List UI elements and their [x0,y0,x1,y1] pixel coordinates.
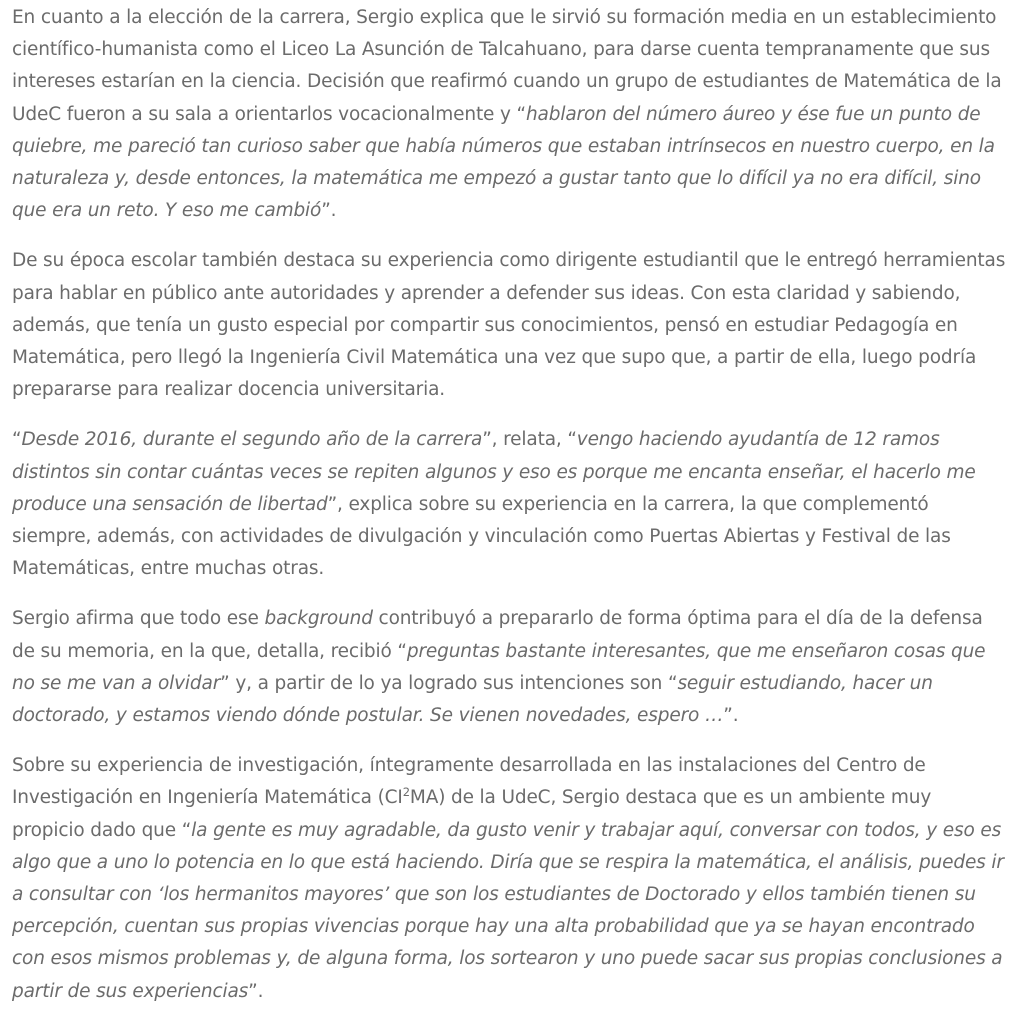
paragraph-research-experience: Sobre su experiencia de investigación, íntegramente desarrollada en las instalaciones del Centro de Investigación en Ingeniería Matemática $(CI^2MA)$ de la UdeC, Sergio destaca que es un ambiente muy propicio dado que “la gente es muy agradable, da gusto venir y trabajar aquí, conversar con todos, y eso es algo que a uno lo potencia en lo que está haciendo. Diría que se respira la matemática, el análisis, puedes ir a consultar con ‘los hermanitos mayores’ que son los estudiantes de Doctorado y ellos también tienen su percepción, cuentan sus propias vivencias porque hay una alta probabilidad que ya se hayan encontrado con esos mismos problemas y, de alguna forma, los sortearon y uno puede sacar sus propias conclusiones a partir de sus experiencias”. [12,755,1004,1002]
paragraph-teaching-assistant: “Desde 2016, durante el segundo año de la carrera”, relata, “vengo haciendo ayudantía de 12 ramos distintos sin contar cuántas veces se repiten algunos y eso es porque me encanta enseñar, el hacerlo me produce una sensación de libertad”, explica sobre su experiencia en la carrera, la que complementó siempre, además, con actividades de divulgación y vinculación como Puertas Abiertas y Festival de las Matemáticas, entre muchas otras. [12,429,976,580]
paragraph-school-leadership: De su época escolar también destaca su experiencia como dirigente estudiantil que le entregó herramientas para hablar en público ante autoridades y aprender a defender sus ideas. Con esta claridad y sabiendo, además, que tenía un gusto especial por compartir sus conocimientos, pensó en estudiar Pedagogía en Matemática, pero llegó la Ingeniería Civil Matemática una vez que supo que, a partir de ella, luego podría prepararse para realizar docencia universitaria. [12,250,1006,401]
paragraph-career-choice: En cuanto a la elección de la carrera, Sergio explica que le sirvió su formación media en un establecimiento científico-humanista como el Liceo La Asunción de Talcahuano, para darse cuenta tempranamente que sus intereses estarían en la ciencia. Decisión que reafirmó cuando un grupo de estudiantes de Matemática de la UdeC fueron a su sala a orientarlos vocacionalmente y “hablaron del número áureo y ése fue un punto de quiebre, me pareció tan curioso saber que había números que estaban intrínsecos en nuestro cuerpo, en la naturaleza y, desde entonces, la matemática me empezó a gustar tanto que lo difícil ya no era difícil, sino que era un reto. Y eso me cambió”. [12,7,1002,222]
paragraph-thesis-defense: Sergio afirma que todo ese background contribuyó a prepararlo de forma óptima para el día de la defensa de su memoria, en la que, detalla, recibió “preguntas bastante interesantes, que me enseñaron cosas que no se me van a olvidar” y, a partir de lo ya logrado sus intenciones son “seguir estudiando, hacer un doctorado, y estamos viendo dónde postular. Se vienen novedades, espero …”. [12,608,986,727]
